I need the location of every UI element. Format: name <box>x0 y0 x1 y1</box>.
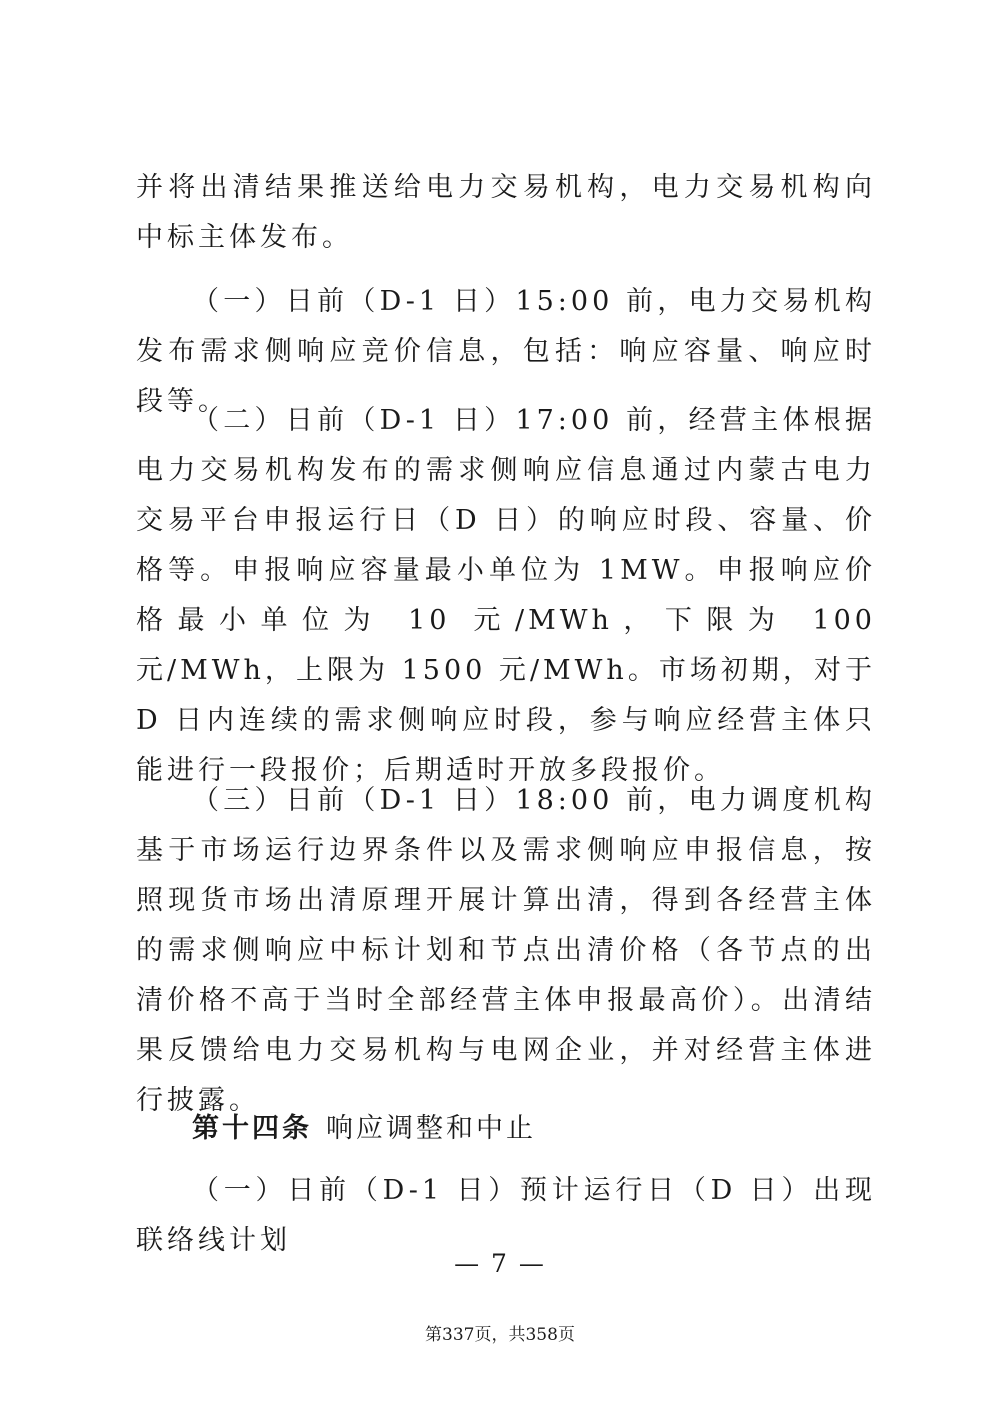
article-heading <box>136 1104 876 1154</box>
paragraph-item-1: （一）日前（D-1 日）15:00 前，电力交易机构发布需求侧响应竞价信息，包括：响应容量、响应时段等。 <box>136 286 876 417</box>
paragraph-item-2: （二）日前（D-1 日）17:00 前，经营主体根据电力交易机构发布的需求侧响应信息通过内蒙古电力交易平台申报运行日（D 日）的响应时段、容量、价格等。申报响应容量最小单位为 1MW。申报响应价格最小单位为 10 元/MWh，下限为 100 元/MWh，上限为 1500 元/MWh。市场初期，对于 D 日内连续的需求侧响应时段，参与响应经营主体只能进行一段报价；后期适时开放多段报价。 <box>136 405 876 786</box>
paragraph-item-3: （三）日前（D-1 日）18:00 前，电力调度机构基于市场运行边界条件以及需求侧响应申报信息，按照现货市场出清原理开展计算出清，得到各经营主体的需求侧响应中标计划和节点出清价格（各节点的出清价格不高于当时全部经营主体申报最高价）。出清结果反馈给电力交易机构与电网企业，并对经营主体进行披露。 <box>136 785 876 1116</box>
paragraph-article-item-1: （一）日前（D-1 日）预计运行日（D 日）出现联络线计划 <box>136 1175 876 1256</box>
article-number: 第十四条 <box>192 1113 312 1144</box>
paragraph-continuation: 并将出清结果推送给电力交易机构，电力交易机构向中标主体发布。 <box>136 172 876 253</box>
page-number: — 7 — <box>454 1249 546 1278</box>
article-title: 响应调整和中止 <box>326 1113 536 1144</box>
page-footer: 第337页，共358页 <box>425 1325 575 1345</box>
